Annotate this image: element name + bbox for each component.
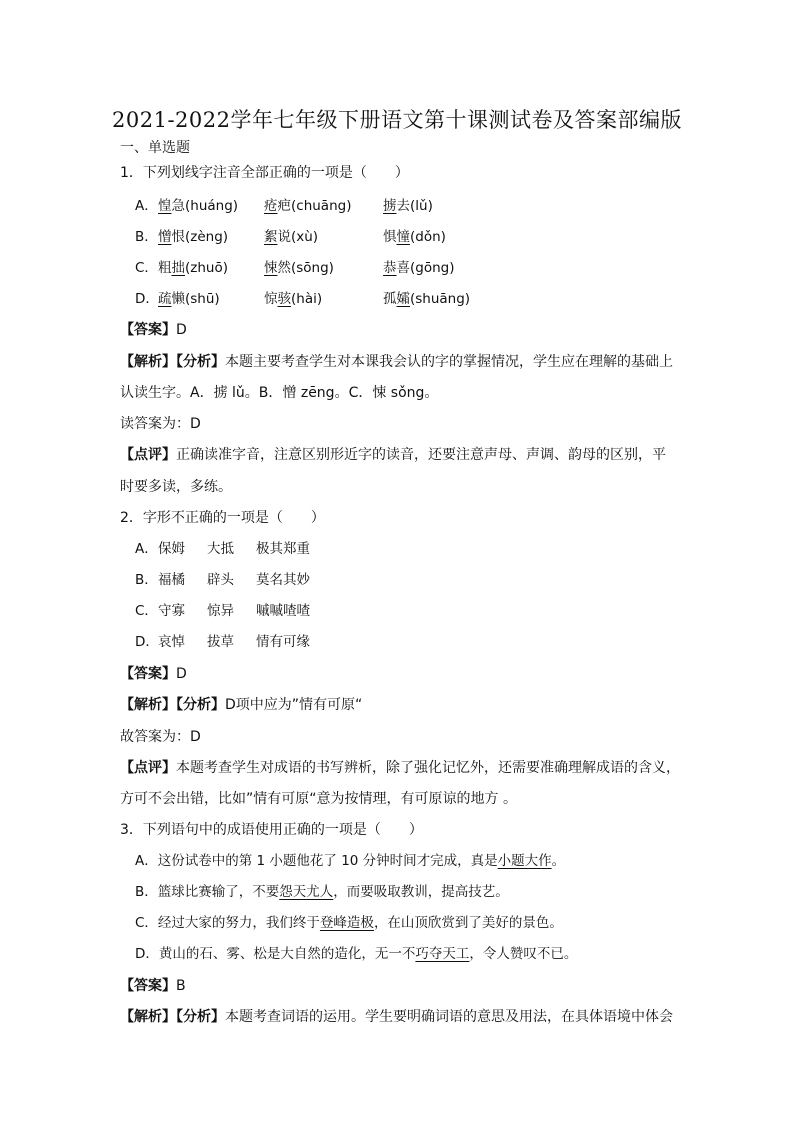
q3-option-c: C．经过大家的努力，我们终于登峰造极，在山顶欣赏到了美好的景色。 (135, 915, 563, 931)
option-item: 大抵 (207, 541, 234, 557)
q1-final-answer: 读答案为：D (120, 416, 201, 432)
q3-option-a: A．这份试卷中的第 1 小题他花了 10 分钟时间才完成，真是小题大作。 (135, 853, 566, 869)
option-item: 惊骇(hài) (264, 291, 323, 307)
q1-analysis-line-2: 认读生字。A．掳 lǔ。B．憎 zēng。C．悚 sǒng。 (120, 385, 439, 401)
q1-comment-line-2: 时要多读，多练。 (120, 479, 232, 495)
document-title: 2021-2022学年七年级下册语文第十课测试卷及答案部编版 (112, 108, 682, 132)
option-label: A． (135, 198, 158, 214)
option-item: 守寡 (158, 603, 185, 619)
q2-stem: 2．字形不正确的一项是（ ） (120, 510, 325, 526)
q3-stem: 3．下列语句中的成语使用正确的一项是（ ） (120, 822, 423, 838)
q3-option-d: D．黄山的石、雾、松是大自然的造化，无一不巧夺天工，令人赞叹不已。 (135, 946, 578, 962)
q1-analysis-line-1: 【解析】【分析】本题主要考查学生对本课我会认的字的掌握情况，学生应在理解的基础上 (120, 354, 673, 370)
option-item: 掳去(lǔ) (383, 198, 433, 214)
q1-stem: 1．下列划线字注音全部正确的一项是（ ） (120, 165, 409, 181)
option-item: 絮说(xù) (264, 229, 319, 245)
option-label: C． (135, 260, 158, 276)
q1-answer: 【答案】D (120, 322, 187, 338)
option-label: B． (135, 572, 158, 588)
option-item: 拔草 (207, 634, 234, 650)
option-label: A． (135, 541, 158, 557)
option-item: 悚然(sōng) (264, 260, 334, 276)
option-item: 孤孀(shuāng) (383, 291, 471, 307)
option-item: 嘁嘁喳喳 (256, 603, 310, 619)
option-item: 疏懒(shū) (158, 291, 220, 307)
option-item: 辟头 (207, 572, 234, 588)
option-label: B． (135, 229, 158, 245)
option-item: 粗拙(zhuō) (158, 260, 228, 276)
option-item: 疮疤(chuāng) (264, 198, 352, 214)
option-item: 惶急(huáng) (158, 198, 239, 214)
q2-comment-line-1: 【点评】本题考查学生对成语的书写辨析，除了强化记忆外，还需要准确理解成语的含义， (120, 760, 680, 776)
option-item: 极其郑重 (256, 541, 310, 557)
option-item: 惧憧(dǒn) (383, 229, 446, 245)
q2-final-answer: 故答案为：D (120, 729, 201, 745)
q2-analysis: 【解析】【分析】D项中应为”情有可原“ (120, 697, 363, 713)
q3-option-b: B．篮球比赛输了，不要怨天尤人，而要吸取教训，提高技艺。 (135, 884, 509, 900)
q2-answer: 【答案】D (120, 666, 187, 682)
option-item: 憎恨(zèng) (158, 229, 229, 245)
q2-comment-line-2: 方可不会出错，比如”情有可原“意为按情理，有可原谅的地方 。 (120, 791, 517, 807)
option-item: 情有可缘 (256, 634, 310, 650)
option-item: 恭喜(gōng) (383, 260, 455, 276)
option-item: 惊异 (207, 603, 234, 619)
q3-answer: 【答案】B (120, 978, 186, 994)
option-label: D． (135, 291, 159, 307)
q3-analysis-line-1: 【解析】【分析】本题考查词语的运用。学生要明确词语的意思及用法，在具体语境中体会 (120, 1009, 673, 1025)
option-item: 莫名其妙 (256, 572, 310, 588)
q1-comment-line-1: 【点评】正确读准字音，注意区别形近字的读音，还要注意声母、声调、韵母的区别，平 (120, 447, 666, 463)
option-item: 福橘 (158, 572, 185, 588)
option-item: 保姆 (158, 541, 185, 557)
option-item: 哀悼 (158, 634, 185, 650)
section-heading: 一、单选题 (120, 140, 190, 156)
option-label: D． (135, 634, 159, 650)
option-label: C． (135, 603, 158, 619)
